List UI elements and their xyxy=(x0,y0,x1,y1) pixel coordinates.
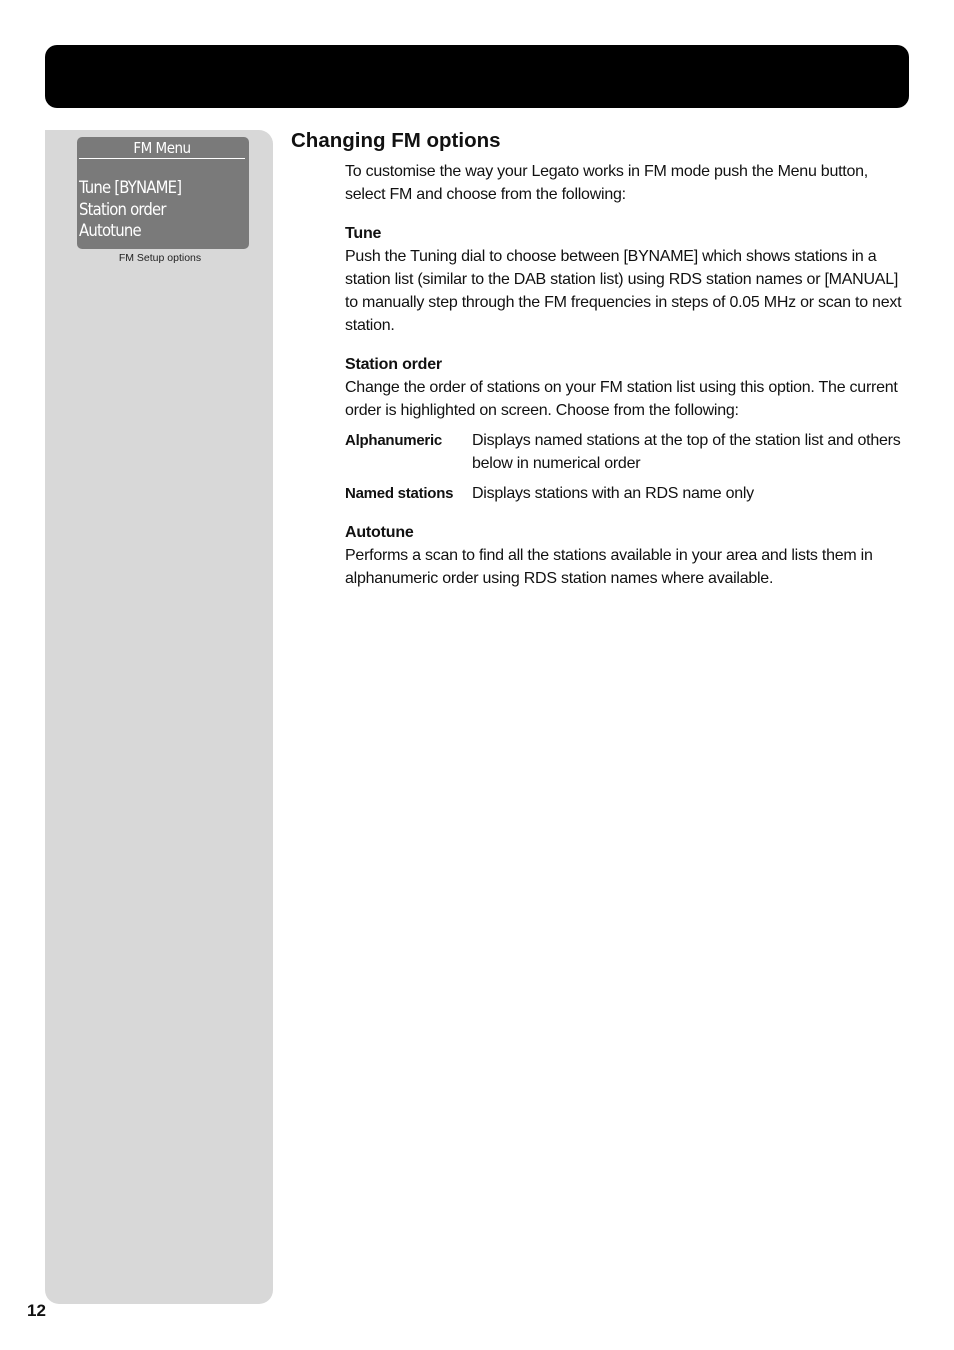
lcd-menu-list xyxy=(79,177,181,242)
autotune-heading: Autotune xyxy=(345,524,414,541)
page-number: 12 xyxy=(27,1301,46,1320)
header-bar xyxy=(45,45,909,108)
section-title: Changing FM options xyxy=(291,129,501,152)
intro-paragraph: To customise the way your Legato works in FM mode push the Menu button, select FM and choose from the following: xyxy=(345,163,868,203)
autotune-section xyxy=(345,521,905,590)
display-caption: FM Setup options xyxy=(118,252,202,264)
station-order-section xyxy=(345,353,905,505)
lcd-menu-item-station-order: Station order xyxy=(79,199,166,219)
tune-section xyxy=(345,222,905,337)
autotune-text: Performs a scan to find all the stations available in your area and lists them in alphanumeric order using RDS station names where available. xyxy=(345,547,873,587)
lcd-menu-item-autotune: Autotune xyxy=(79,221,141,240)
option-description: Displays named stations at the top of the station list and others below in numerical order xyxy=(472,432,901,472)
lcd-title: FM Menu xyxy=(79,139,245,159)
content-body xyxy=(345,160,905,606)
option-description: Displays stations with an RDS name only xyxy=(472,485,754,502)
option-row xyxy=(345,429,905,475)
tune-heading: Tune xyxy=(345,225,382,242)
lcd-display xyxy=(77,137,249,249)
station-order-text: Change the order of stations on your FM station list using this option. The current order is highlighted on screen. Choose from the following: xyxy=(345,379,898,419)
lcd-menu-item-tune: Tune [BYNAME] xyxy=(79,178,182,197)
option-term: Alphanumeric xyxy=(345,432,443,449)
station-order-heading: Station order xyxy=(345,356,442,373)
tune-text: Push the Tuning dial to choose between [BYNAME] which shows stations in a station list (similar to the DAB station list) using RDS station names or [MANUAL] to manually step through the FM frequencies in steps of 0.05 MHz or scan to next station. xyxy=(345,248,902,334)
option-term: Named stations xyxy=(345,485,454,502)
sidebar xyxy=(45,130,273,1304)
option-row xyxy=(345,482,905,505)
